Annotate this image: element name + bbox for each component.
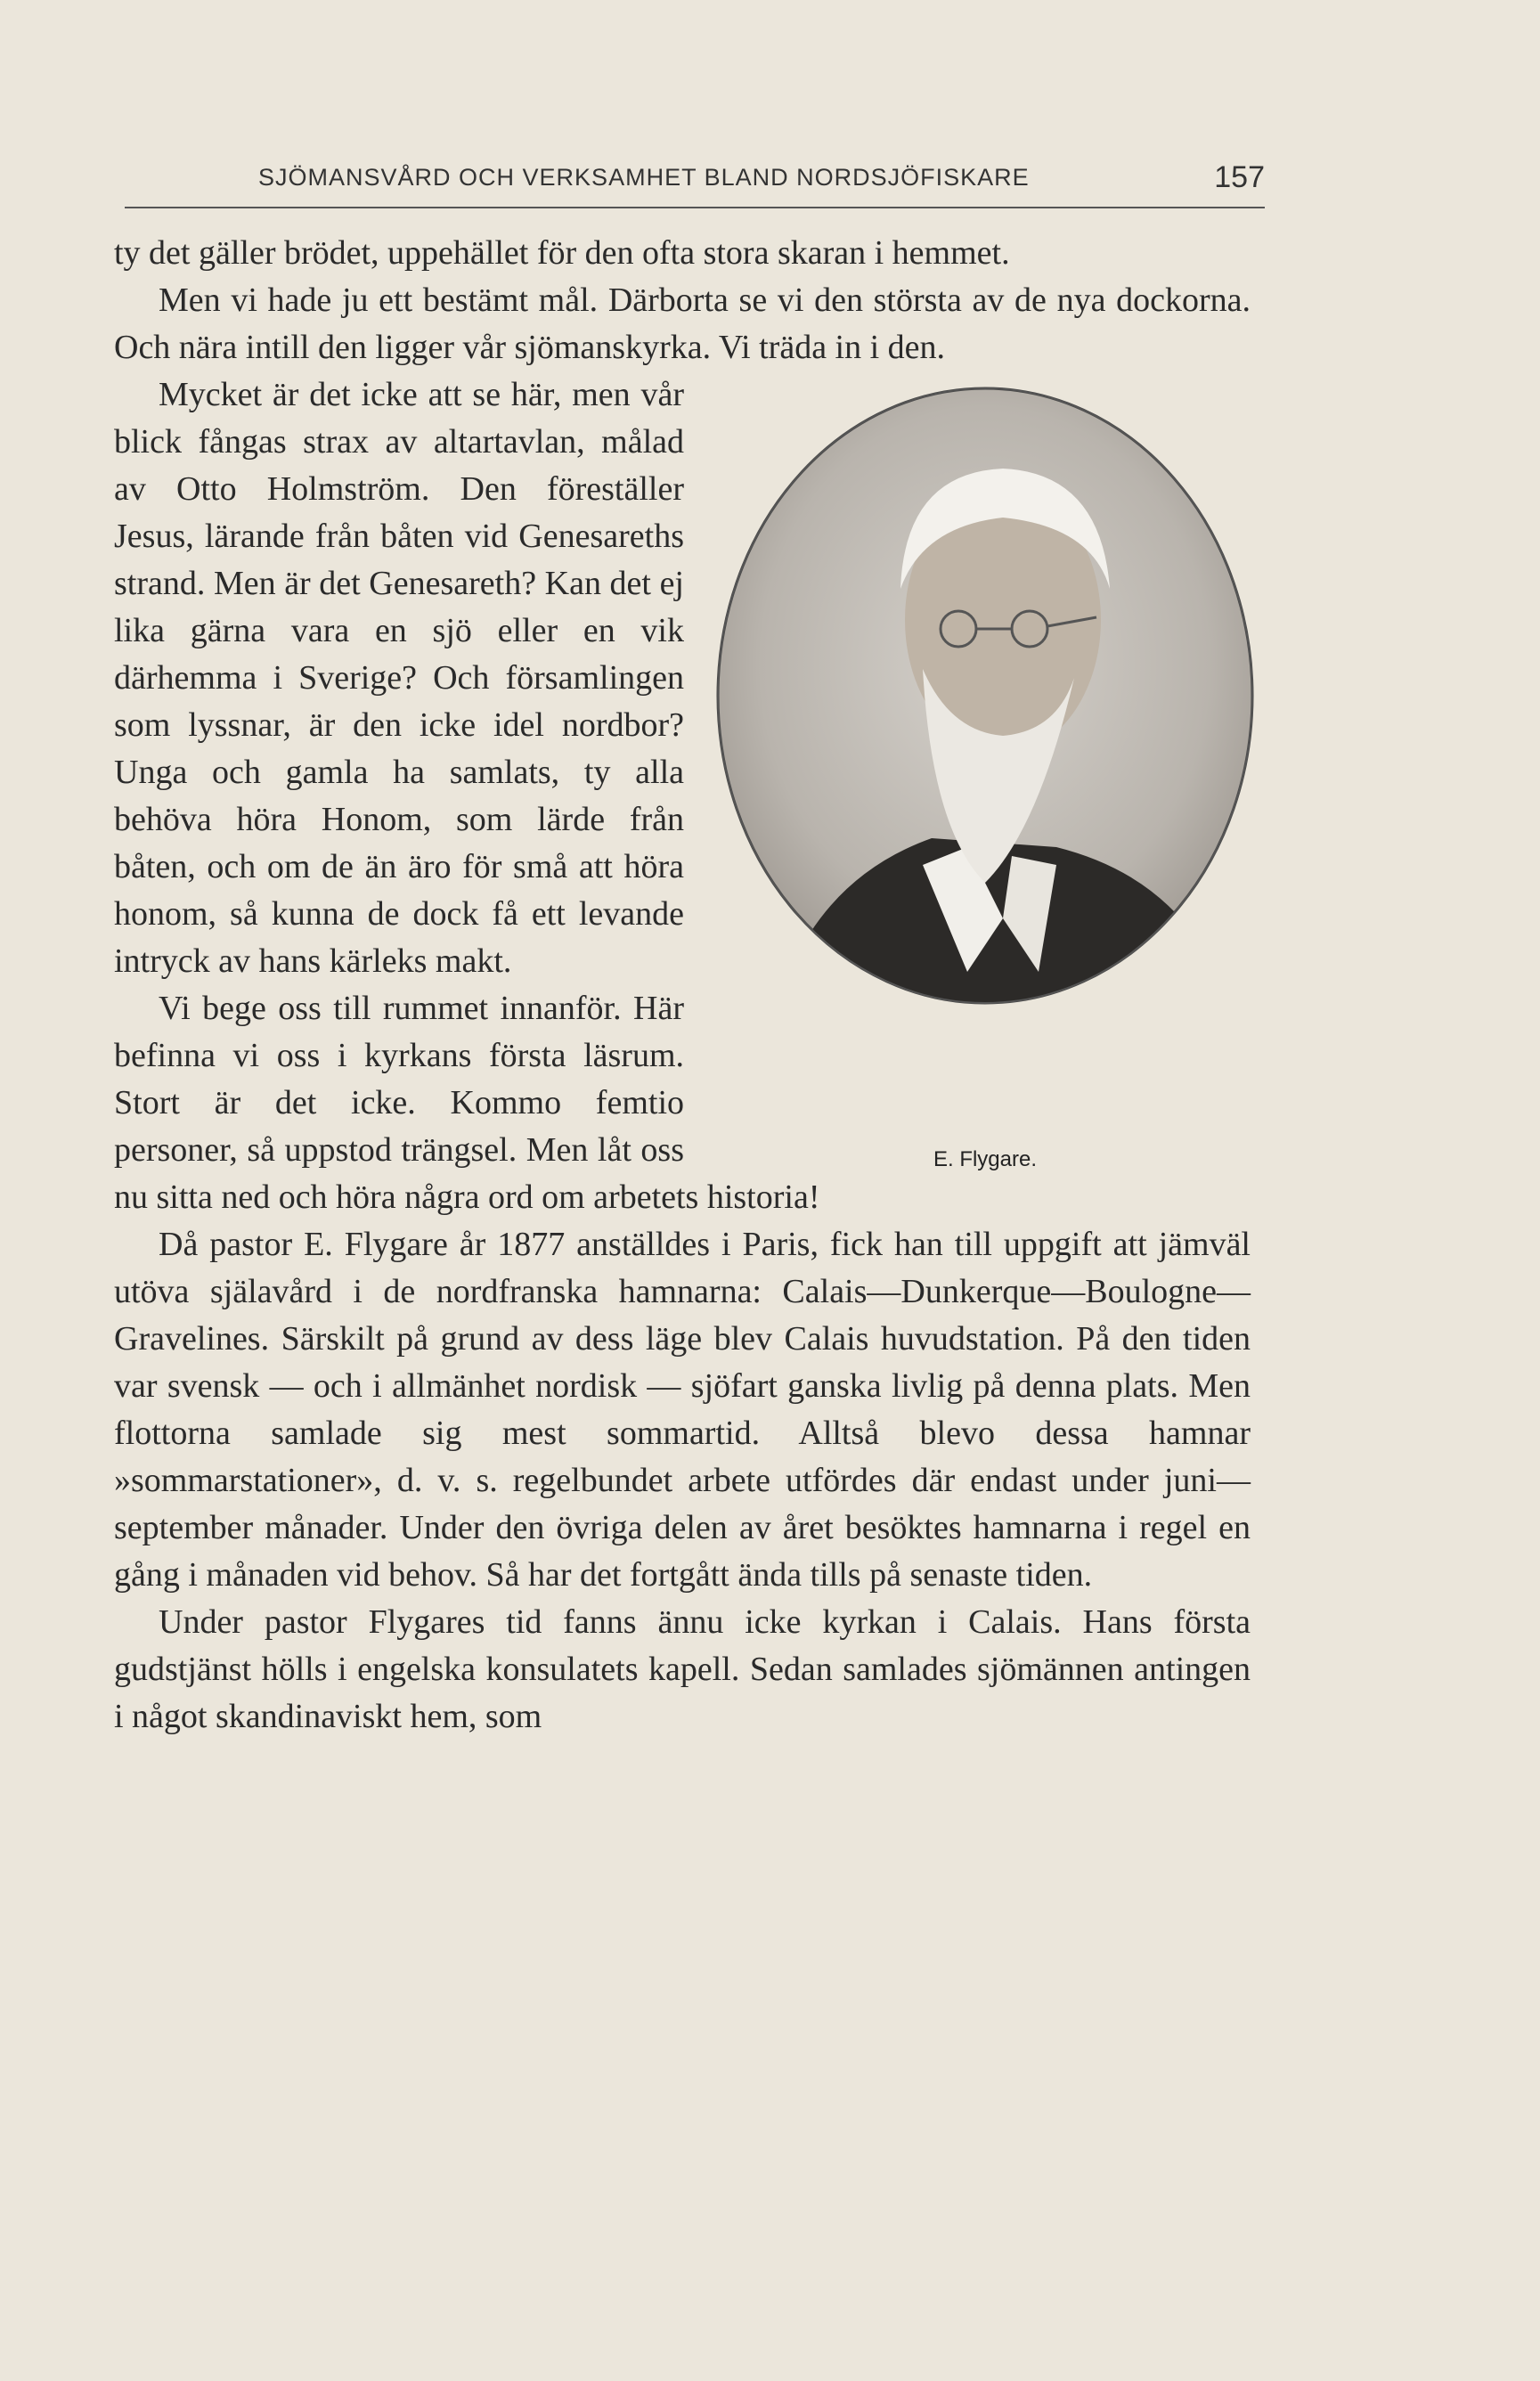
paragraph: Vi bege oss till rummet innanför. Här befinna vi oss i kyrkans första läsrum. Stort är det icke. Kommo femtio personer, så uppstod trängsel. Men låt oss nu sitta ned och höra några ord om arbetets historia! [114, 990, 820, 1216]
header-title: SJÖMANSVÅRD OCH VERKSAMHET BLAND NORDSJÖFISKARE [258, 164, 1030, 191]
paragraph: Mycket är det icke att se här, men vår blick fångas strax av altartavlan, målad av Otto Holmström. Den föreställer Jesus, lärande från båten vid Genesareths strand. Men är det Genesareth? Kan det ej lika gärna vara en sjö eller en vik därhemma i Sverige? Och församlingen som lyssnar, är den icke idel nordbor? Unga och gamla ha samlats, ty alla behöva höra Honom, som lärde från båten, och om de än äro för små att höra honom, så kunna de dock få ett levande intryck av hans kärleks makt. [114, 376, 684, 980]
paragraph: Men vi hade ju ett bestämt mål. Därborta se vi den största av de nya dockorna. Och nära intill den ligger vår sjömanskyrka. Vi träda in i den. [114, 281, 1251, 366]
portrait-image [700, 384, 1270, 1146]
running-header [125, 151, 1265, 205]
paragraph: ty det gäller brödet, uppehället för den ofta stora skaran i hemmet. [114, 234, 1010, 272]
portrait-figure [700, 384, 1270, 1171]
page-number: 157 [1214, 160, 1265, 194]
body-text [114, 230, 1251, 1741]
header-rule [125, 207, 1265, 208]
paragraph: Under pastor Flygares tid fanns ännu icke kyrkan i Calais. Hans första gudstjänst hölls i engelska konsulatets kapell. Sedan samlades sjömännen antingen i något skandinaviskt hem, som [114, 1603, 1251, 1735]
portrait-caption: E. Flygare. [933, 1147, 1038, 1171]
paragraph: Då pastor E. Flygare år 1877 anställdes i Paris, fick han till uppgift att jämväl utöva själavård i de nordfranska hamnarna: Calais—Dunkerque—Boulogne—Gravelines. Särskilt på grund av dess läge blev Calais huvudstation. På den tiden var svensk — och i allmänhet nordisk — sjöfart ganska livlig på denna plats. Men flottorna samlade sig mest sommartid. Alltså blevo dessa hamnar »sommarstationer», d. v. s. regelbundet arbete utfördes där endast under juni—september månader. Under den övriga delen av året besöktes hamnarna i regel en gång i månaden vid behov. Så har det fortgått ända tills på senaste tiden. [114, 1226, 1251, 1594]
